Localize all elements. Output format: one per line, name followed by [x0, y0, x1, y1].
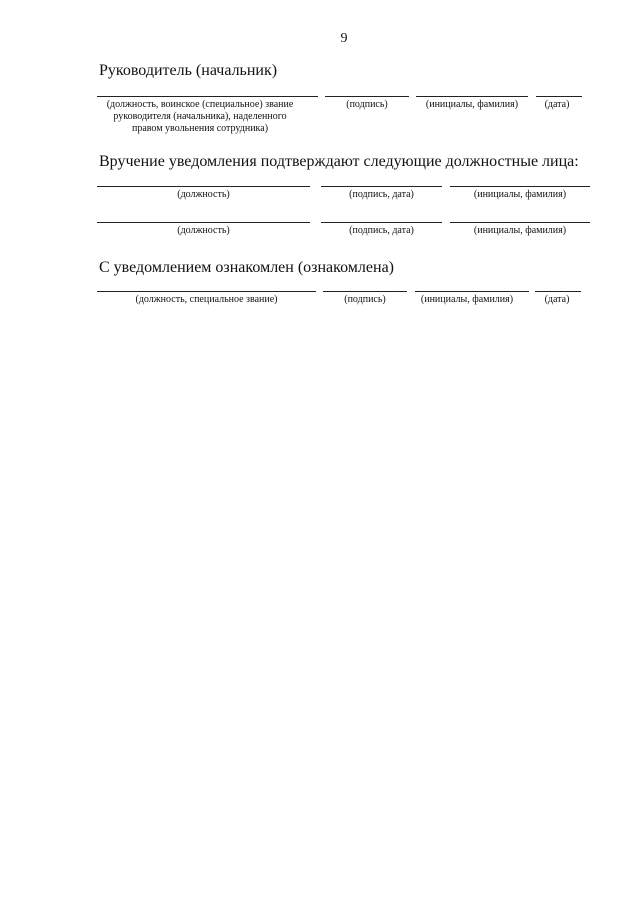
ack-signature-caption: (подпись) [344, 294, 386, 305]
ack-position-line [97, 291, 316, 292]
witness-1-initials-line [450, 186, 590, 187]
head-position-caption: (должность, воинское (специальное) звание руководителя (начальника), наделенного правом увольнения сотрудника) [106, 99, 294, 134]
ack-date-caption: (дата) [544, 294, 570, 305]
ack-position-caption: (должность, специальное звание) [135, 294, 278, 305]
witness-2-position-caption: (должность) [177, 225, 230, 236]
witness-1-signature-line [321, 186, 442, 187]
ack-date-line [535, 291, 581, 292]
witness-1-position-line [97, 186, 310, 187]
witnesses-section-title: Вручение уведомления подтверждают следующие должностные лица: [99, 153, 579, 170]
witness-2-signature-line [321, 222, 442, 223]
witness-2-signature-caption: (подпись, дата) [349, 225, 414, 236]
witness-2-position-line [97, 222, 310, 223]
ack-signature-line [323, 291, 407, 292]
acknowledged-section-title: С уведомлением ознакомлен (ознакомлена) [99, 259, 395, 276]
witness-1-signature-caption: (подпись, дата) [349, 189, 414, 200]
head-date-caption: (дата) [544, 99, 570, 110]
head-date-line [536, 96, 582, 97]
page-number: 9 [340, 31, 348, 46]
witness-1-initials-caption: (инициалы, фамилия) [473, 189, 567, 200]
witness-2-initials-caption: (инициалы, фамилия) [473, 225, 567, 236]
ack-initials-line [415, 291, 529, 292]
ack-initials-caption: (инициалы, фамилия) [420, 294, 514, 305]
witness-2-initials-line [450, 222, 590, 223]
head-position-line [97, 96, 318, 97]
witness-1-position-caption: (должность) [177, 189, 230, 200]
head-initials-line [416, 96, 528, 97]
head-signature-line [325, 96, 409, 97]
head-initials-caption: (инициалы, фамилия) [425, 99, 519, 110]
head-signature-caption: (подпись) [346, 99, 388, 110]
head-section-title: Руководитель (начальник) [99, 62, 278, 79]
